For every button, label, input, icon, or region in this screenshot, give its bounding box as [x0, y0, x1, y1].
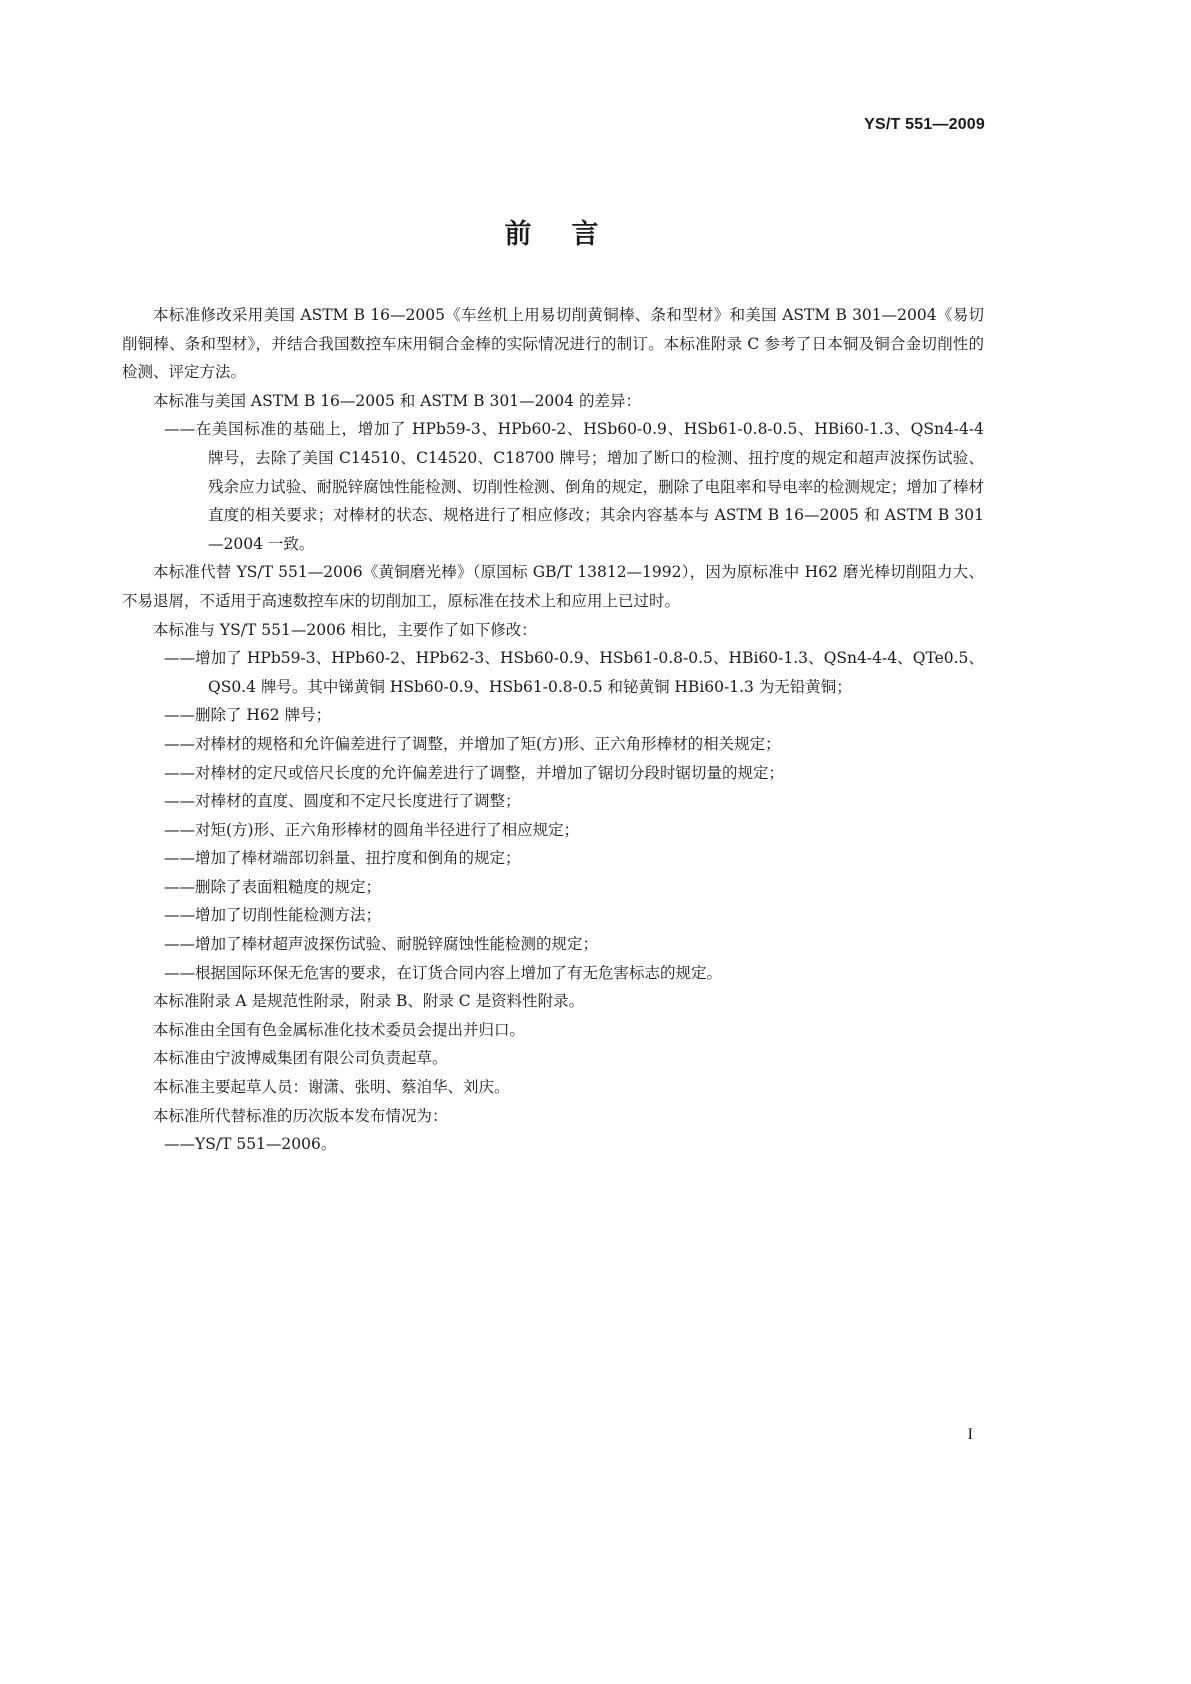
list-item-change: ——删除了表面粗糙度的规定； — [164, 877, 382, 896]
paragraph-history-intro: 本标准所代替标准的历次版本发布情况为： — [153, 1106, 448, 1125]
paragraph-changes-intro: 本标准与 YS/T 551—2006 相比，主要作了如下修改： — [153, 620, 537, 639]
paragraph-annexes: 本标准附录 A 是规范性附录，附录 B、附录 C 是资料性附录。 — [153, 992, 585, 1011]
list-item-change: ——增加了 HPb59-3、HPb60-2、HPb62-3、HSb60-0.9、HSb61-0.8-0.5、HBi60-1.3、QSn4-4-4、QTe0.5、QS0.4 牌号。其中锑黄铜 HSb60-0.9、HSb61-0.8-0.5 和铋黄铜 HBi60-1.3 为无铅黄铜； — [164, 649, 984, 696]
paragraph-adoption: 本标准修改采用美国 ASTM B 16—2005《车丝机上用易切削黄铜棒、条和型材》和美国 ASTM B 301—2004《易切削铜棒、条和型材》，并结合我国数控车床用铜合金棒的实际情况进行的制订。本标准附录 C 参考了日本铜及铜合金切削性的检测、评定方法。 — [122, 306, 984, 382]
document-body — [122, 301, 984, 1159]
list-item-change: ——对矩(方)形、正六角形棒材的圆角半径进行了相应规定； — [164, 820, 580, 839]
list-item-history: ——YS/T 551—2006。 — [164, 1135, 337, 1154]
page-title: 前言 — [504, 219, 639, 250]
standard-code: YS/T 551—2009 — [864, 116, 985, 133]
paragraph-replaces: 本标准代替 YS/T 551—2006《黄铜磨光棒》（原国标 GB/T 13812—1992），因为原标准中 H62 磨光棒切削阻力大、不易退屑，不适用于高速数控车床的切削加工，原标准在技术上和应用上已过时。 — [122, 563, 984, 610]
list-item-change: ——增加了切削性能检测方法； — [164, 906, 382, 925]
list-item-change: ——对棒材的定尺或倍尺长度的允许偏差进行了调整，并增加了锯切分段时锯切量的规定； — [164, 763, 785, 782]
list-item-change: ——增加了棒材端部切斜量、扭拧度和倒角的规定； — [164, 849, 521, 868]
paragraph-proposer: 本标准由全国有色金属标准化技术委员会提出并归口。 — [153, 1020, 526, 1039]
list-item-change: ——根据国际环保无危害的要求，在订货合同内容上增加了有无危害标志的规定。 — [164, 963, 723, 982]
list-item-change: ——对棒材的规格和允许偏差进行了调整，并增加了矩(方)形、正六角形棒材的相关规定； — [164, 734, 781, 753]
page-number: I — [967, 1426, 973, 1443]
paragraph-drafters: 本标准主要起草人员：谢潇、张明、蔡洎华、刘庆。 — [153, 1078, 510, 1097]
paragraph-differences-intro: 本标准与美国 ASTM B 16—2005 和 ASTM B 301—2004 的差异： — [153, 391, 641, 410]
list-item-change: ——删除了 H62 牌号； — [164, 706, 332, 725]
list-item-change: ——增加了棒材超声波探伤试验、耐脱锌腐蚀性能检测的规定； — [164, 935, 599, 954]
list-item-difference: ——在美国标准的基础上，增加了 HPb59-3、HPb60-2、HSb60-0.9、HSb61-0.8-0.5、HBi60-1.3、QSn4-4-4 牌号，去除了美国 C14510、C14520、C18700 牌号；增加了断口的检测、扭拧度的规定和超声波探伤试验、残余应力试验、耐脱锌腐蚀性能检测、切削性检测、倒角的规定，删除了电阻率和导电率的检测规定；增加了棒材直度的相关要求；对棒材的状态、规格进行了相应修改；其余内容基本与 ASTM B 16—2005 和 ASTM B 301—2004 一致。 — [164, 420, 984, 553]
paragraph-drafter-org: 本标准由宁波博威集团有限公司负责起草。 — [153, 1049, 448, 1068]
list-item-change: ——对棒材的直度、圆度和不定尺长度进行了调整； — [164, 792, 521, 811]
